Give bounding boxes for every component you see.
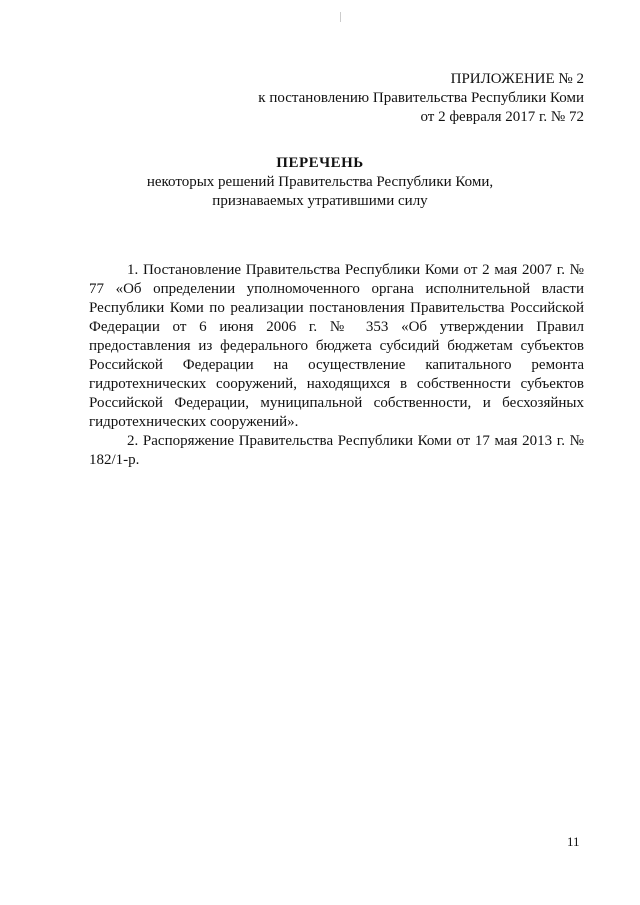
document-title: ПЕРЕЧЕНЬ: [276, 155, 364, 171]
document-body: [89, 261, 584, 470]
document-heading: [0, 154, 640, 211]
appendix-date: от 2 февраля 2017 г. № 72: [420, 109, 584, 125]
list-item-1: 1. Постановление Правительства Республики Коми от 2 мая 2007 г. № 77 «Об определении уполномоченного органа исполнительной власти Республики Коми по реализации постановления Правительства Российской Федерации от 6 июня 2006 г. № 353 «Об утверждении Правил предоставления из федерального бюджета субсидий бюджетам субъектов Российской Федерации на осуществление капитального ремонта гидротехнических сооружений, находящихся в собственности субъектов Российской Федерации, муниципальной собственности, и бесхозяйных гидротехнических сооружений».: [89, 262, 584, 430]
list-item-2: 2. Распоряжение Правительства Республики Коми от 17 мая 2013 г. № 182/1-р.: [89, 433, 584, 468]
document-subtitle-line2: признаваемых утратившими силу: [212, 193, 428, 209]
appendix-block: [258, 70, 584, 127]
appendix-reference: к постановлению Правительства Республики Коми: [258, 90, 584, 106]
appendix-number: ПРИЛОЖЕНИЕ № 2: [450, 71, 584, 87]
document-subtitle-line1: некоторых решений Правительства Республики Коми,: [146, 174, 494, 190]
scan-mark: [340, 12, 341, 22]
page-number: 11: [567, 834, 580, 849]
